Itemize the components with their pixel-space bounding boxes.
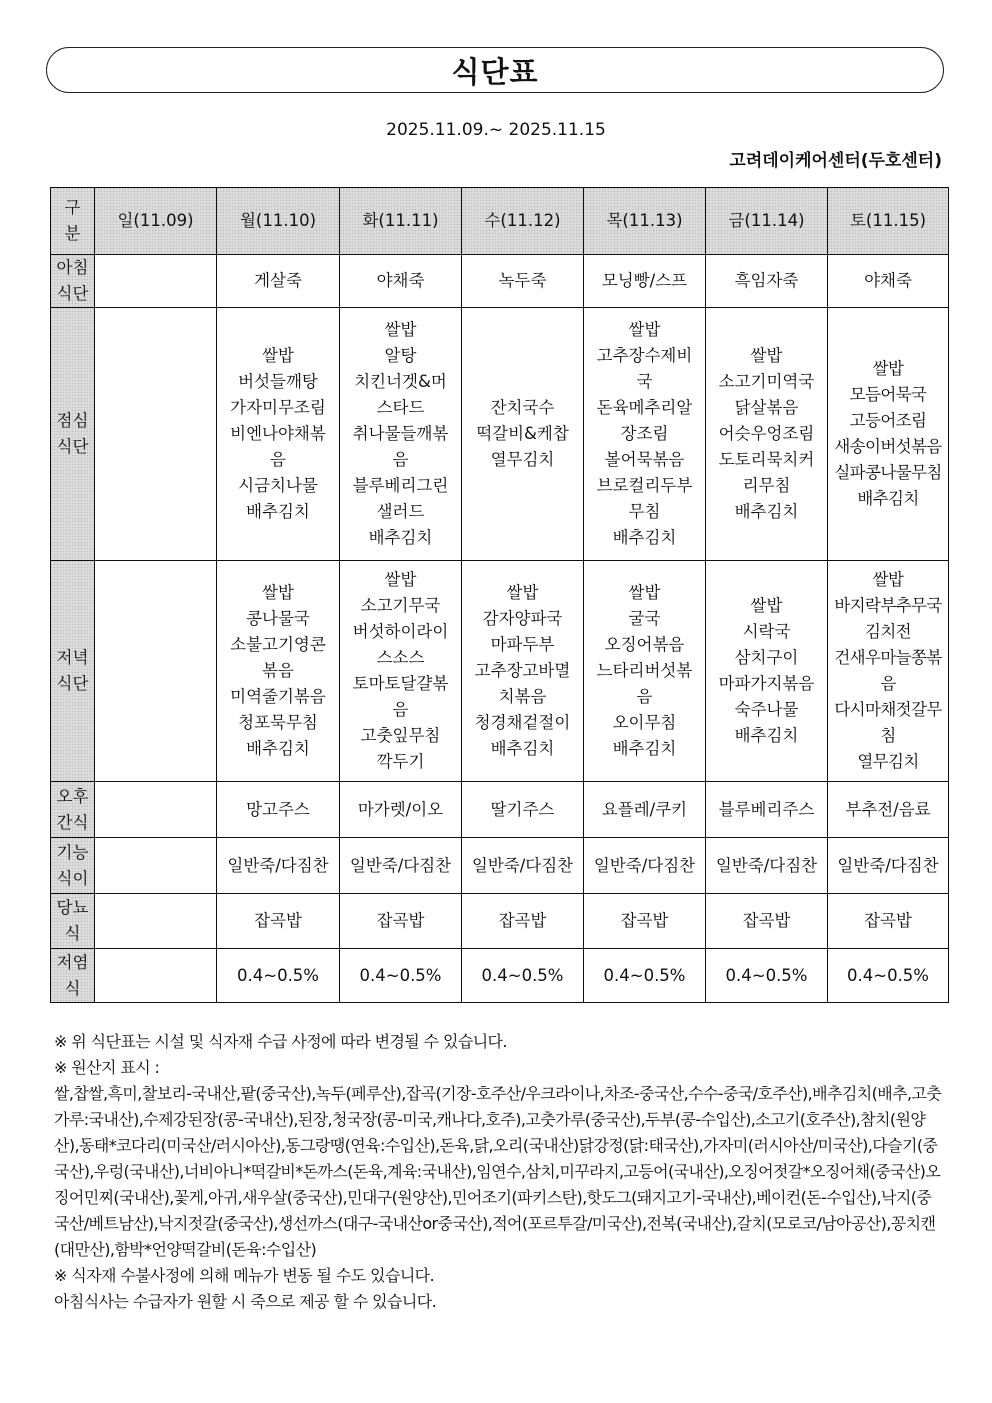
menu-item: 게살죽 — [254, 271, 302, 290]
menu-item: 블루베리주스 — [718, 799, 815, 819]
menu-item: 새송이버섯볶음 — [834, 437, 942, 456]
center-name: 고려데이케어센터(두호센터) — [729, 151, 942, 171]
menu-item: 일반죽/다짐찬 — [593, 855, 696, 875]
menu-item: 돈육메추리알 — [596, 398, 693, 417]
menu-item: 요플레/쿠키 — [601, 799, 688, 819]
menu-item: 비엔나야채볶 — [230, 424, 326, 443]
menu-period: 2025.11.09.~ 2025.11.15 — [386, 120, 606, 140]
row-label-line: 기능 — [56, 842, 89, 862]
menu-item: 음 — [392, 450, 409, 469]
day-header-friday: 금(11.14) — [706, 188, 828, 255]
row-label-line: 당뇨 — [56, 898, 89, 917]
menu-item: 배추김치 — [857, 489, 919, 508]
menu-item: 건새우마늘쫑볶 — [834, 648, 942, 667]
row-label-line: 저염 — [56, 952, 89, 972]
menu-item: 마파두부 — [490, 635, 555, 654]
menu-item: 침 — [880, 726, 896, 745]
corner-label-line: 분 — [64, 224, 81, 243]
day-header-thursday: 목(11.13) — [584, 188, 706, 255]
row-label-line: 저녁 — [56, 648, 89, 667]
menu-item: 국 — [636, 372, 653, 391]
menu-item: 삼치구이 — [734, 648, 799, 667]
row-label — [51, 782, 95, 838]
menu-item: 알탕 — [384, 346, 417, 365]
menu-item: 잔치국수 — [490, 398, 555, 417]
row-label-line: 식 — [64, 924, 81, 943]
menu-item: 열무김치 — [857, 752, 919, 771]
menu-item: 시락국 — [742, 622, 791, 641]
change-notice: ※ 위 식단표는 시설 및 식자재 수급 사정에 따라 변경될 수 있습니다. — [54, 1032, 507, 1051]
menu-item: 블루베리그린 — [352, 476, 449, 495]
menu-item: 마파가지볶음 — [718, 674, 815, 693]
corner-label-line: 구 — [64, 198, 81, 217]
notes-section — [54, 1029, 944, 1315]
menu-row-low-salt — [51, 949, 949, 1003]
menu-item: 배추김치 — [612, 528, 677, 547]
menu-cell — [95, 949, 217, 1003]
menu-cell — [95, 782, 217, 838]
menu-cell — [584, 308, 706, 561]
menu-item: 깍두기 — [376, 752, 425, 771]
menu-item: 배추김치 — [246, 502, 310, 521]
row-label-line: 오후 — [56, 786, 89, 806]
menu-item: 모닝빵/스프 — [601, 271, 688, 290]
menu-body — [51, 255, 949, 1003]
day-header-monday: 월(11.10) — [217, 188, 340, 255]
row-label-line: 식 — [64, 978, 81, 998]
menu-cell — [706, 782, 828, 838]
menu-item: 도토리묵치커 — [718, 450, 815, 469]
menu-item: 쌀밥 — [872, 359, 904, 378]
menu-item: 볼어묵볶음 — [604, 450, 685, 469]
menu-item: 음 — [880, 674, 896, 693]
menu-cell — [217, 561, 340, 782]
menu-item: 0.4~0.5% — [847, 965, 929, 985]
menu-cell — [217, 308, 340, 561]
menu-cell — [828, 949, 949, 1003]
day-header-row — [51, 188, 949, 255]
menu-cell — [828, 894, 949, 949]
day-header-sunday: 일(11.09) — [95, 188, 217, 255]
menu-item: 어슷우엉조림 — [718, 424, 815, 443]
day-header-tuesday: 화(11.11) — [340, 188, 462, 255]
origin-heading: ※ 원산지 표시 : — [54, 1058, 160, 1077]
menu-item: 콩나물국 — [246, 609, 310, 628]
origin-text: 쌀,찹쌀,흑미,찰보리-국내산,팥(중국산),녹두(페루산),잡곡(기장-호주산/우크라이나,차조-중국산,수수-중국/호주산),배추김치(배추,고춧가루:국내산),수제강된장(콩-국내산),된장,청국장(콩-미국,캐나다,호주),고춧가루(중국산),두부(콩-수입산),소고기(호주산),참치(원양산),동태*코다리(미국산/러시아산),동그랑땡(연육:수입산),돈육,닭,오리(국내산)닭강정(닭:태국산),가자미(러시아산/미국산),다슬기(중국산),우렁(국내산),너비아니*떡갈비*돈까스(돈육,계육:국내산),임연수,삼치,미꾸라지,고등어(국내산),오징어젓갈*오징어채(중국산)오징어민찌(국내산),꽃게,아귀,새우살(중국산),민대구(원양산),민어조기(파키스탄),핫도그(돼지고기-국내산),베이컨(돈-수입산),낙지(중국산/베트남산),낙지젓갈(중국산),생선까스(대구-국내산or중국산),적어(포르투갈/미국산),전복(국내산),갈치(모로코/남아공산),꽁치캔(대만산),함박*언양떡갈비(돈육:수입산) — [54, 1084, 942, 1259]
menu-item: 청포묵무침 — [238, 713, 318, 732]
menu-item: 잡곡밥 — [254, 911, 302, 930]
menu-item: 0.4~0.5% — [359, 965, 442, 985]
menu-item: 쌀밥 — [262, 346, 294, 365]
menu-item: 고추장수제비 — [596, 346, 693, 365]
row-label-line: 점심 — [56, 411, 89, 430]
menu-item: 감자양파국 — [482, 609, 563, 628]
menu-cell — [340, 308, 462, 561]
row-label — [51, 894, 95, 949]
menu-cell — [340, 782, 462, 838]
menu-cell — [706, 255, 828, 308]
menu-item: 고추장고바멸 — [474, 661, 571, 680]
row-label-line: 간식 — [56, 812, 89, 832]
menu-cell — [584, 255, 706, 308]
weekly-menu-table — [50, 187, 949, 1003]
menu-cell — [462, 255, 584, 308]
menu-item: 쌀밥 — [384, 320, 417, 339]
menu-cell — [706, 949, 828, 1003]
row-label-line: 식단 — [56, 437, 89, 456]
menu-item: 쌀밥 — [872, 570, 904, 589]
menu-item: 오징어볶음 — [604, 635, 685, 654]
menu-cell — [462, 838, 584, 894]
menu-item: 치볶음 — [498, 687, 547, 706]
menu-cell — [828, 838, 949, 894]
row-label — [51, 838, 95, 894]
menu-cell — [828, 255, 949, 308]
menu-cell — [584, 561, 706, 782]
menu-item: 소고기미역국 — [718, 372, 815, 391]
menu-item: 쌀밥 — [628, 320, 661, 339]
menu-cell — [584, 838, 706, 894]
menu-item: 취나물들깨볶 — [352, 424, 449, 443]
breakfast-notice: 아침식사는 수급자가 원할 시 죽으로 제공 할 수 있습니다. — [54, 1292, 437, 1311]
menu-item: 음 — [392, 700, 409, 719]
menu-item: 배추김치 — [490, 739, 555, 758]
menu-item: 볶음 — [262, 661, 294, 680]
menu-item: 일반죽/다짐찬 — [837, 855, 939, 875]
menu-item: 딸기주스 — [490, 799, 555, 819]
menu-item: 샐러드 — [376, 502, 425, 521]
menu-item: 일반죽/다짐찬 — [227, 855, 329, 875]
corner-header — [51, 188, 95, 255]
menu-item: 일반죽/다짐찬 — [349, 855, 452, 875]
menu-item: 쌀밥 — [750, 596, 783, 615]
menu-cell — [217, 894, 340, 949]
menu-item: 다시마채젓갈무 — [834, 700, 942, 719]
menu-item: 토마토달걀볶 — [352, 674, 449, 693]
menu-item: 장조림 — [620, 424, 669, 443]
menu-item: 쌀밥 — [262, 583, 294, 602]
menu-item: 떡갈비&케찹 — [476, 424, 569, 443]
menu-item: 리무침 — [742, 476, 791, 495]
row-label — [51, 949, 95, 1003]
menu-cell — [462, 782, 584, 838]
menu-item: 야채죽 — [864, 271, 912, 290]
menu-item: 잡곡밥 — [376, 911, 425, 930]
menu-cell — [706, 894, 828, 949]
menu-item: 고등어조림 — [849, 411, 927, 430]
menu-row-dinner — [51, 561, 949, 782]
menu-cell — [217, 255, 340, 308]
menu-item: 쌀밥 — [506, 583, 539, 602]
menu-item: 배추김치 — [368, 528, 433, 547]
row-label — [51, 561, 95, 782]
title-box — [46, 47, 944, 93]
row-label-line: 식단 — [56, 674, 89, 693]
menu-row-snack — [51, 782, 949, 838]
menu-cell — [95, 894, 217, 949]
menu-cell — [828, 782, 949, 838]
menu-row-breakfast — [51, 255, 949, 308]
menu-cell — [706, 838, 828, 894]
menu-item: 고춧잎무침 — [360, 726, 441, 745]
menu-cell — [584, 894, 706, 949]
menu-item: 브로컬리두부 — [596, 476, 693, 495]
menu-item: 배추김치 — [612, 739, 677, 758]
menu-item: 가자미무조림 — [230, 398, 326, 417]
menu-item: 스소스 — [376, 648, 425, 667]
menu-item: 열무김치 — [490, 450, 555, 469]
menu-cell — [340, 838, 462, 894]
menu-item: 치킨너겟&머 — [354, 372, 447, 391]
menu-item: 일반죽/다짐찬 — [471, 855, 574, 875]
menu-item: 0.4~0.5% — [725, 965, 808, 985]
menu-row-diabetic — [51, 894, 949, 949]
menu-item: 잡곡밥 — [864, 911, 912, 930]
menu-item: 소고기무국 — [360, 596, 441, 615]
menu-cell — [584, 782, 706, 838]
menu-item: 잡곡밥 — [742, 911, 791, 930]
row-label — [51, 308, 95, 561]
menu-cell — [95, 838, 217, 894]
menu-item: 배추김치 — [734, 726, 799, 745]
day-header-saturday: 토(11.15) — [828, 188, 949, 255]
menu-item: 일반죽/다짐찬 — [715, 855, 818, 875]
menu-cell — [95, 308, 217, 561]
menu-item: 쌀밥 — [750, 346, 783, 365]
menu-item: 버섯들깨탕 — [238, 372, 318, 391]
menu-item: 바지락부추무국 — [834, 596, 942, 615]
menu-item: 무침 — [628, 502, 661, 521]
menu-item: 청경채겉절이 — [474, 713, 571, 732]
menu-item: 잡곡밥 — [620, 911, 669, 930]
menu-cell — [340, 949, 462, 1003]
menu-item: 숙주나물 — [734, 700, 799, 719]
menu-item: 부추전/음료 — [845, 799, 931, 819]
row-label-line: 아침 — [56, 258, 89, 277]
menu-item: 마가렛/이오 — [357, 799, 444, 819]
menu-item: 배추김치 — [734, 502, 799, 521]
menu-item: 스타드 — [376, 398, 425, 417]
menu-cell — [828, 561, 949, 782]
menu-row-functional — [51, 838, 949, 894]
menu-cell — [340, 561, 462, 782]
menu-row-lunch — [51, 308, 949, 561]
menu-item: 음 — [636, 687, 653, 706]
menu-cell — [217, 782, 340, 838]
menu-item: 실파콩나물무침 — [834, 463, 942, 482]
menu-cell — [95, 561, 217, 782]
menu-cell — [584, 949, 706, 1003]
menu-item: 음 — [270, 450, 286, 469]
menu-cell — [828, 308, 949, 561]
menu-item: 닭살볶음 — [734, 398, 799, 417]
menu-item: 느타리버섯볶 — [596, 661, 693, 680]
menu-cell — [706, 308, 828, 561]
menu-item: 흑임자죽 — [734, 271, 799, 290]
menu-item: 미역줄기볶음 — [230, 687, 326, 706]
supply-notice: ※ 식자재 수불사정에 의해 메뉴가 변동 될 수도 있습니다. — [54, 1266, 435, 1285]
menu-item: 모듬어묵국 — [849, 385, 927, 404]
menu-cell — [217, 838, 340, 894]
menu-item: 버섯하이라이 — [352, 622, 449, 641]
menu-cell — [340, 894, 462, 949]
menu-cell — [706, 561, 828, 782]
menu-item: 소불고기영콘 — [230, 635, 326, 654]
menu-cell — [462, 949, 584, 1003]
menu-item: 쌀밥 — [384, 570, 417, 589]
row-label-line: 식이 — [56, 868, 89, 888]
day-header-wednesday: 수(11.12) — [462, 188, 584, 255]
menu-item: 굴국 — [628, 609, 661, 628]
menu-cell — [462, 561, 584, 782]
menu-item: 오이무침 — [612, 713, 677, 732]
menu-item: 잡곡밥 — [498, 911, 547, 930]
row-label — [51, 255, 95, 308]
menu-cell — [462, 308, 584, 561]
menu-item: 야채죽 — [376, 271, 425, 290]
menu-item: 망고주스 — [246, 799, 310, 819]
menu-cell — [95, 255, 217, 308]
menu-item: 0.4~0.5% — [237, 965, 319, 985]
menu-cell — [340, 255, 462, 308]
menu-item: 녹두죽 — [498, 271, 547, 290]
menu-item: 0.4~0.5% — [481, 965, 564, 985]
menu-item: 쌀밥 — [628, 583, 661, 602]
row-label-line: 식단 — [56, 284, 89, 303]
page-title: 식단표 — [451, 54, 539, 89]
menu-cell — [462, 894, 584, 949]
menu-item: 배추김치 — [246, 739, 310, 758]
menu-item: 김치전 — [864, 622, 912, 641]
menu-cell — [217, 949, 340, 1003]
menu-item: 시금치나물 — [238, 476, 318, 495]
menu-item: 0.4~0.5% — [603, 965, 686, 985]
